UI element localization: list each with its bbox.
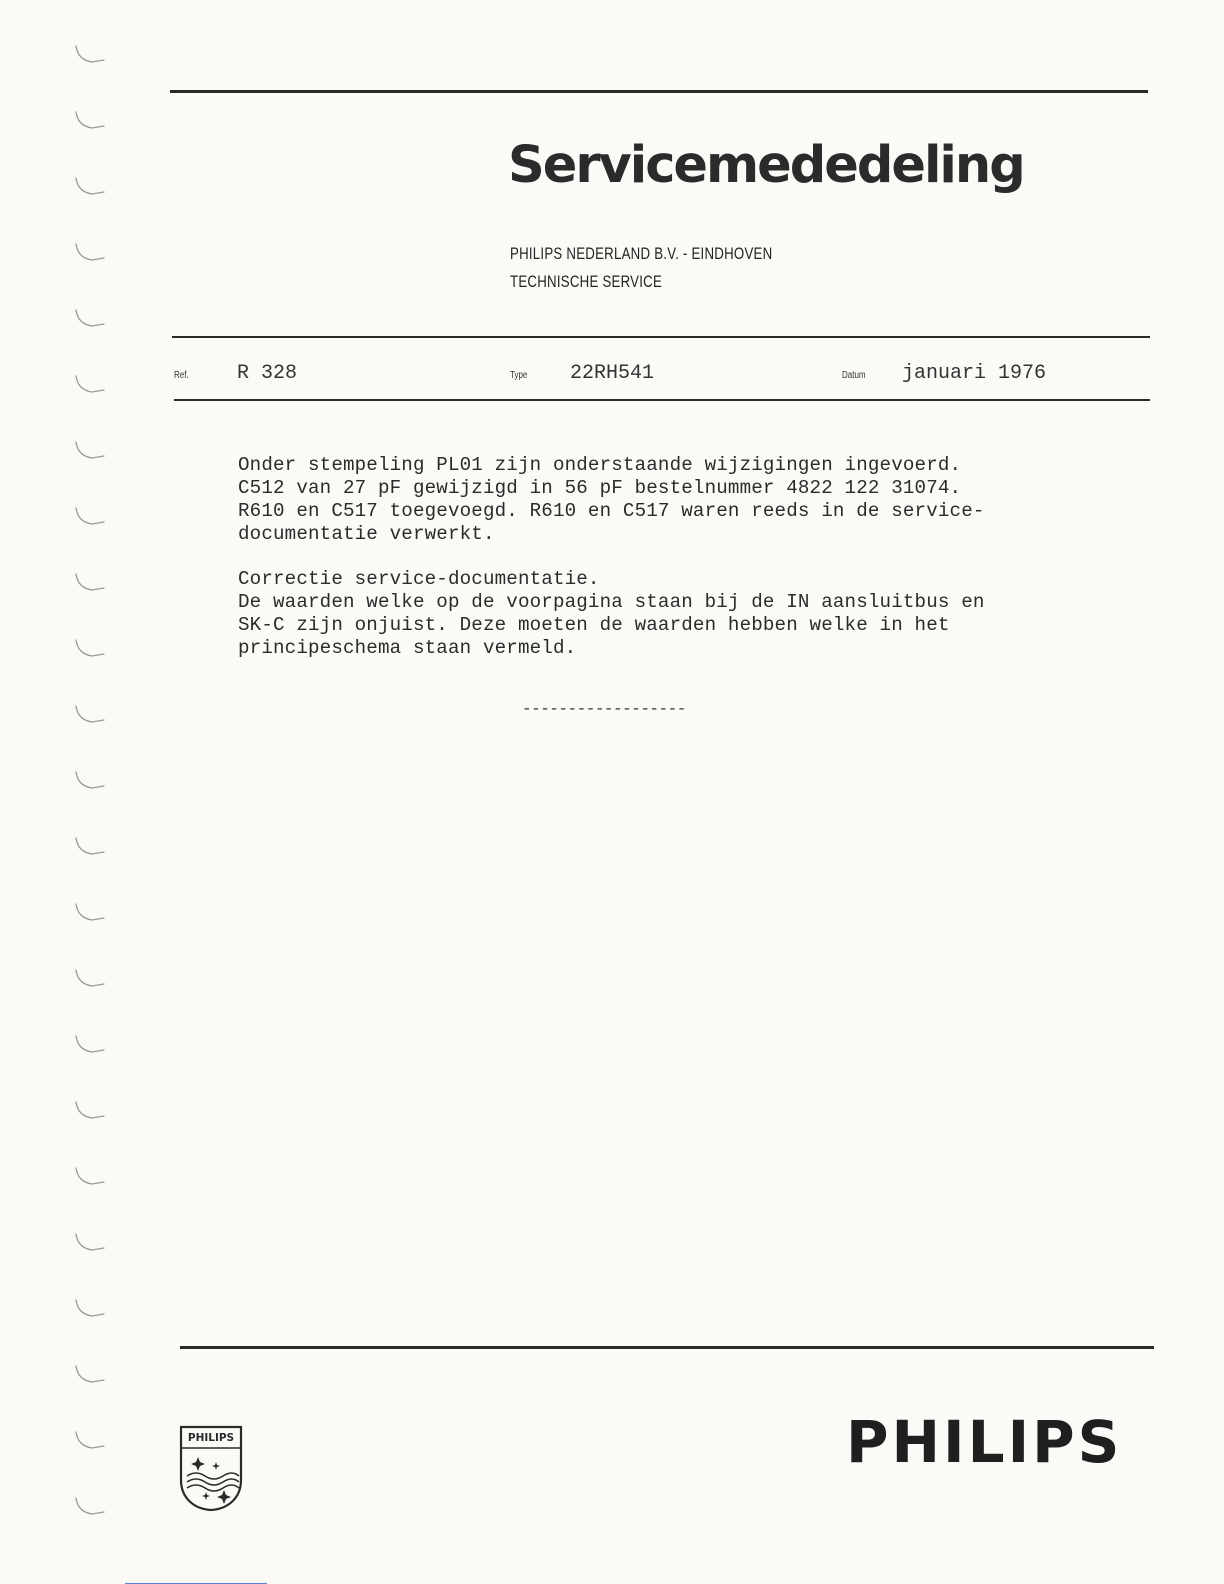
binder-hole-mark (76, 1300, 104, 1316)
binder-hole-mark (76, 1432, 104, 1448)
binder-hole-mark (76, 178, 104, 194)
binder-hole-mark (76, 244, 104, 260)
binder-hole-mark (76, 1498, 104, 1514)
meta-bottom-rule (174, 399, 1150, 401)
document-title: Servicemededeling (508, 136, 1024, 195)
shield-text: PHILIPS (187, 1432, 235, 1444)
type-label: Type (510, 370, 528, 381)
body-line: De waarden welke op de voorpagina staan bij de IN aansluitbus en (238, 591, 985, 613)
binder-hole-mark (76, 1366, 104, 1382)
binder-hole-mark (76, 1168, 104, 1184)
binder-hole-mark (76, 442, 104, 458)
org-name: PHILIPS NEDERLAND B.V. - EINDHOVEN (510, 244, 773, 263)
binder-hole-mark (76, 706, 104, 722)
binder-hole-marks (0, 0, 130, 1584)
body-line: documentatie verwerkt. (238, 523, 495, 545)
binder-hole-mark (76, 112, 104, 128)
philips-wordmark: PHILIPS (846, 1408, 1123, 1476)
binder-hole-mark (76, 508, 104, 524)
binder-hole-mark (76, 640, 104, 656)
top-rule (170, 90, 1148, 93)
binder-hole-mark (76, 376, 104, 392)
binder-hole-mark (76, 1036, 104, 1052)
binder-hole-mark (76, 838, 104, 854)
end-mark: ------------------ (522, 700, 686, 718)
type-value: 22RH541 (570, 362, 655, 385)
footer-rule (180, 1346, 1154, 1349)
ref-label: Ref. (174, 370, 189, 381)
philips-shield-logo (178, 1424, 244, 1512)
body-line: Correctie service-documentatie. (238, 568, 600, 590)
body-line: C512 van 27 pF gewijzigd in 56 pF bestelnummer 4822 122 31074. (238, 477, 962, 499)
body-line: Onder stempeling PL01 zijn onderstaande wijzigingen ingevoerd. (238, 454, 962, 476)
body-line: principeschema staan vermeld. (238, 637, 577, 659)
datum-value: januari 1976 (902, 362, 1047, 385)
binder-hole-mark (76, 1102, 104, 1118)
meta-top-rule (172, 336, 1150, 338)
binder-hole-mark (76, 1234, 104, 1250)
body-line: SK-C zijn onjuist. Deze moeten de waarden hebben welke in het (238, 614, 950, 636)
binder-hole-mark (76, 310, 104, 326)
binder-hole-mark (76, 772, 104, 788)
binder-hole-mark (76, 970, 104, 986)
ref-value: R 328 (237, 362, 298, 385)
body-line: R610 en C517 toegevoegd. R610 en C517 waren reeds in de service- (238, 500, 985, 522)
binder-hole-mark (76, 904, 104, 920)
binder-hole-mark (76, 46, 104, 62)
datum-label: Datum (842, 370, 866, 381)
binder-hole-mark (76, 574, 104, 590)
org-department: TECHNISCHE SERVICE (510, 272, 663, 291)
